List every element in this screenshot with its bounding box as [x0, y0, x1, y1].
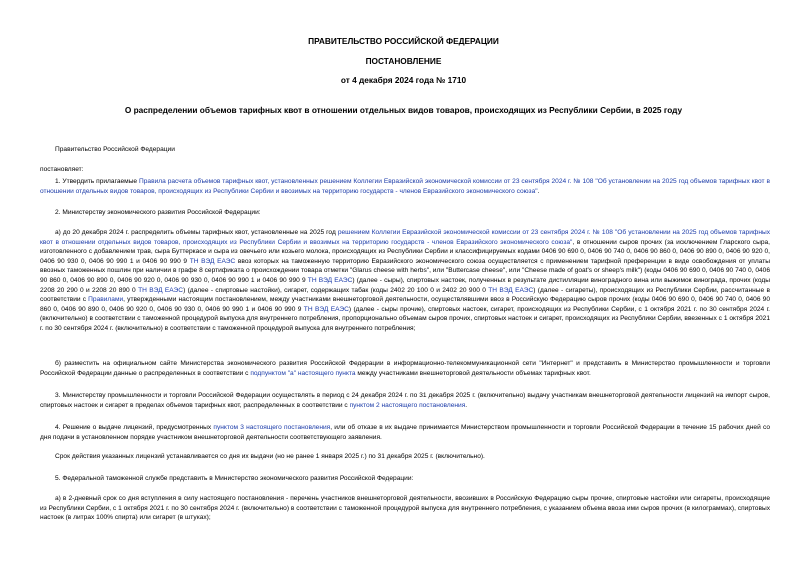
paragraph-3-text-2: .: [465, 401, 468, 409]
paragraph-2: 2. Министерству экономического развития Российской Федерации:: [55, 209, 261, 216]
tn-ved-link-3[interactable]: ТН ВЭД ЕАЭС: [138, 286, 184, 294]
paragraph-2a-text-4: ) (далее - сыры), спиртовых настоек, полученных в результате дистилляции виноградного вина или выжимок винограда, прочих (коды 2208 20 290 0 и 2208 20 890 0: [40, 276, 770, 294]
paragraph-2a: [40, 228, 770, 334]
paragraph-1-end: .: [537, 187, 540, 195]
decree-word: постановляет:: [40, 166, 84, 173]
paragraph-3: [40, 391, 770, 410]
paragraph-1-text: 1. Утвердить прилагаемые: [55, 178, 140, 185]
paragraph-5a: а) в 2-дневный срок со дня вступления в силу настоящего постановления - перечень участников внешнеторговой деятельности, ввозивших в Российскую Федерацию сыры прочие, спиртовые настойки или сигареты, происходящие из Республики Сербии, с 1 октября 2021 г. по 30 сентября 2024 г. (включительно) в соответствии с таможенной процедурой выпуска для внутреннего потребления, с указанием объема ввоза ими сыров прочих (в килограммах), спиртовых настоек (в литрах 100% спирта) или сигарет (в штуках);: [40, 495, 770, 522]
tn-ved-link-1[interactable]: ТН ВЭД ЕАЭС: [189, 257, 236, 265]
paragraph-4-text-2: , или об отказе в их выдаче принимается Министерством промышленности и торговли Российской Федерации в течение 15 рабочих дней со дня подачи в установленном порядке участником внешнеторговой деятельности соответствующего заявления.: [40, 424, 770, 441]
tn-ved-link-2[interactable]: ТН ВЭД ЕАЭС: [307, 276, 353, 284]
paragraph-3-text-1: 3. Министерству промышленности и торговли Российской Федерации осуществлять в период с 24 декабря 2024 г. по 31 декабря 2025 г. (включительно) выдачу участникам внешнеторговой деятельности лицензий на импорт сыров, спиртовых настоек и сигарет в пределах объемов тарифных квот, распределенных в соответствии с: [40, 392, 770, 409]
paragraph-2a-text-8: ) (далее - сыры прочие), спиртовых настоек, сигарет, происходящих из Республики Сербии, с 1 октября 2021 г. по 30 сентября 2024 г. (включительно) в соответствии с таможенной процедурой выпуска для внутреннего потребления, пропорционально объемам сыров прочих, спиртовых настоек и сигарет, происходящих из Республики Сербии, ввезенных с 1 октября 2021 г. по 30 сентября 2024 г. (включительно) в соответствии с таможенной процедурой выпуска для внутреннего потребления;: [40, 305, 771, 332]
document-date-number: от 4 декабря 2024 года № 1710: [340, 75, 467, 85]
paragraph-5: 5. Федеральной таможенной службе представить в Министерство экономического развития Российской Федерации:: [55, 475, 414, 482]
subpoint-a-link[interactable]: подпунктом "а" настоящего пункта: [250, 369, 356, 377]
paragraph-4-validity: Срок действия указанных лицензий устанавливается со дня их выдачи (но не ранее 1 января 2025 г.) по 31 декабря 2025 г. (включительно).: [55, 453, 485, 460]
tn-ved-link-5[interactable]: ТН ВЭД ЕАЭС: [303, 305, 349, 313]
point-2-link[interactable]: пунктом 2 настоящего постановления: [349, 401, 466, 409]
document-type: ПОСТАНОВЛЕНИЕ: [365, 56, 442, 66]
paragraph-2b: [40, 359, 770, 378]
issuing-authority: ПРАВИТЕЛЬСТВО РОССИЙСКОЙ ФЕДЕРАЦИИ: [308, 36, 499, 46]
paragraph-2a-text-3: ввоз которых на таможенную территорию Евразийского экономического союза осуществляется с применением тарифной преференции в виде освобождения от уплаты ввозных таможенных пошлин при наличии в графе 8 сертификата о происхождении товара отметки "Glarus cheese with herbs", или "Buttercase cheese", или "Cheese made of goat's or sheep's milk") (коды 0406 90 690 0, 0406 90 740 0, 0406 90 860 0, 0406 90 890 0, 0406 90 920 0, 0406 90 930 0, 0406 90 990 1 и 0406 90 990 9: [40, 257, 770, 284]
rules-link[interactable]: Правила расчета объемов тарифных квот, установленных решением Коллегии Евразийской экономической комиссии от 23 сентября 2024 г. № 108 "Об установлении на 2025 год объемов тарифных квот в отношении отдельных видов товаров, происходящих из Республики Сербии и ввозимых на территорию государств - членов Евразийского экономического союза": [40, 178, 770, 195]
paragraph-2b-text-1: б) разместить на официальном сайте Министерства экономического развития Российской Федерации в информационно-телекоммуникационной сети "Интернет" и представить в Министерство промышленности и торговли Российской Федерации данные о распределенных в соответствии с: [40, 360, 770, 377]
paragraph-2a-text-1: а) до 20 декабря 2024 г. распределить объемы тарифных квот, установленные на 2025 год: [55, 229, 338, 236]
eec-decision-link[interactable]: решением Коллегии Евразийской экономической комиссии от 23 сентября 2024 г. № 108 "Об установлении на 2025 год объемов тарифных квот в отношении отдельных видов товаров, происходящих из Республики Сербии и ввозимых на территорию государств - членов Евразийского экономического союза": [40, 229, 770, 246]
paragraph-2a-text-5: ) (далее - спиртовые настойки), сигарет, содержащих табак (коды 2402 20 100 0 и 2402 20 900 0: [183, 286, 489, 294]
paragraph-4: [40, 423, 770, 442]
point-3-link[interactable]: пунктом 3 настоящего постановления: [213, 424, 331, 431]
paragraph-1: [40, 177, 770, 196]
paragraph-4-text-1: 4. Решение о выдаче лицензий, предусмотренных: [55, 424, 214, 431]
issuer-line: Правительство Российской Федерации: [55, 146, 175, 153]
paragraph-2a-text-2: , в отношении сыров прочих (за исключением Гларского сыра, изготовленного с добавлением трав, сыра Буттеркасе и сыра из овечьего или козьего молока, происходящих из Республики Сербии и классифицируемых кодами 0406 90 690 0, 0406 90 740 0, 0406 90 860 0, 0406 90 890 0, 0406 90 920 0, 0406 90 930 0, 0406 90 990 1 и 0406 90 990 9: [40, 238, 771, 265]
tn-ved-link-4[interactable]: ТН ВЭД ЕАЭС: [488, 286, 534, 294]
paragraph-2a-text-7: , утвержденными настоящим постановлением, между участниками внешнеторговой деятельности, осуществлявшими ввоз в Российскую Федерацию сыров прочих (коды 0406 90 690 0, 0406 90 740 0, 0406 90 860 0, 0406 90 890 0, 0406 90 920 0, 0406 90 930 0, 0406 90 990 1 и 0406 90 990 9: [40, 296, 770, 313]
paragraph-2b-text-2: между участниками внешнеторговой деятельности объемах тарифных квот.: [355, 369, 591, 377]
paragraph-2a-text-6: ) (далее - сигареты), происходящих из Республики Сербии, рассчитанные в соответствии с: [40, 286, 770, 304]
document-title: О распределении объемов тарифных квот в отношении отдельных видов товаров, происходящих из Республики Сербии, в 2025 году: [124, 105, 683, 115]
rules-link-2[interactable]: Правилами: [88, 296, 124, 304]
